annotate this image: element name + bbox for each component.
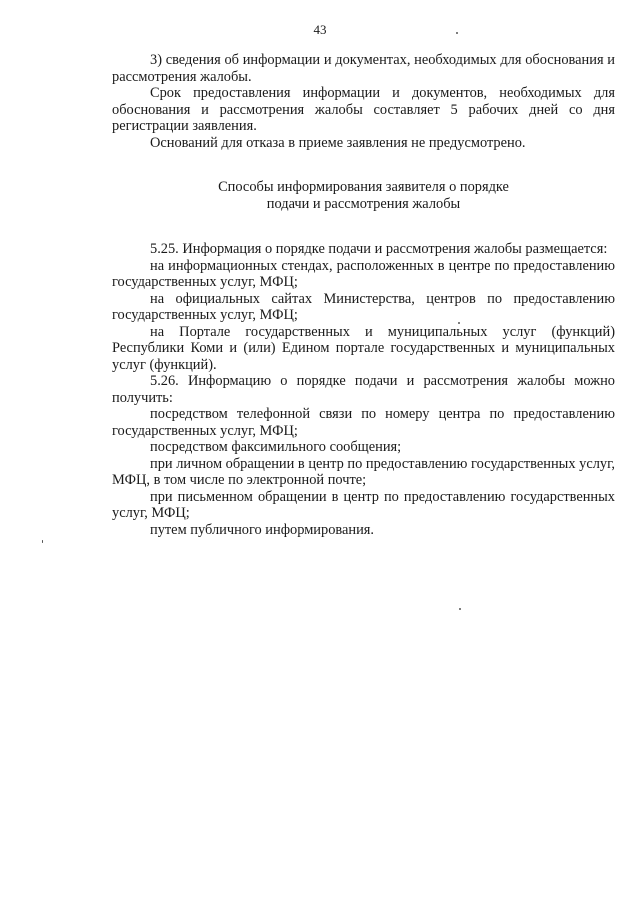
paragraph-5-26: 5.26. Информацию о порядке подачи и рассмотрения жалобы можно получить: [112,373,615,406]
document-body [112,52,615,538]
scan-speck [459,608,461,610]
section-heading-line-2: подачи и рассмотрения жалобы [266,196,461,212]
paragraph-5-25: 5.25. Информация о порядке подачи и рассмотрения жалобы размещается: [150,241,608,257]
list-item-public-informing: путем публичного информирования. [150,521,375,538]
list-item-official-sites: на официальных сайтах Министерства, центров по предоставлению государственных услуг, МФЦ; [112,290,615,323]
scan-speck [458,322,460,324]
scan-speck [42,540,43,543]
list-item-fax: посредством факсимильного сообщения; [150,439,402,455]
list-item-written-request: при письменном обращении в центр по предоставлению государственных услуг, МФЦ; [112,488,615,521]
list-item-portal: на Портале государственных и муниципальных услуг (функций) Республики Коми и (или) Едином портале государственных и муниципальных услуг (функций). [112,323,615,373]
section-heading [112,179,615,213]
list-item-phone: посредством телефонной связи по номеру центра по предоставлению государственных услуг, МФЦ; [112,406,615,439]
section-heading-line-1: Способы информирования заявителя о порядке [218,179,509,195]
list-item-info-stands: на информационных стендах, расположенных в центре по предоставлению государственных услуг, МФЦ; [112,257,615,290]
list-item-personal-visit: при личном обращении в центр по предоставлению государственных услуг, МФЦ, в том числе по электронной почте; [112,455,615,488]
paragraph-deadline: Срок предоставления информации и документов, необходимых для обоснования и рассмотрения жалобы составляет 5 рабочих дней со дня регистрации заявления. [112,85,615,134]
page-number: 43 [313,22,327,37]
paragraph-documents-info: 3) сведения об информации и документах, необходимых для обоснования и рассмотрения жалобы. [112,52,615,85]
paragraph-no-refusal: Оснований для отказа в приеме заявления не предусмотрено. [150,134,526,151]
scan-speck [456,32,458,34]
